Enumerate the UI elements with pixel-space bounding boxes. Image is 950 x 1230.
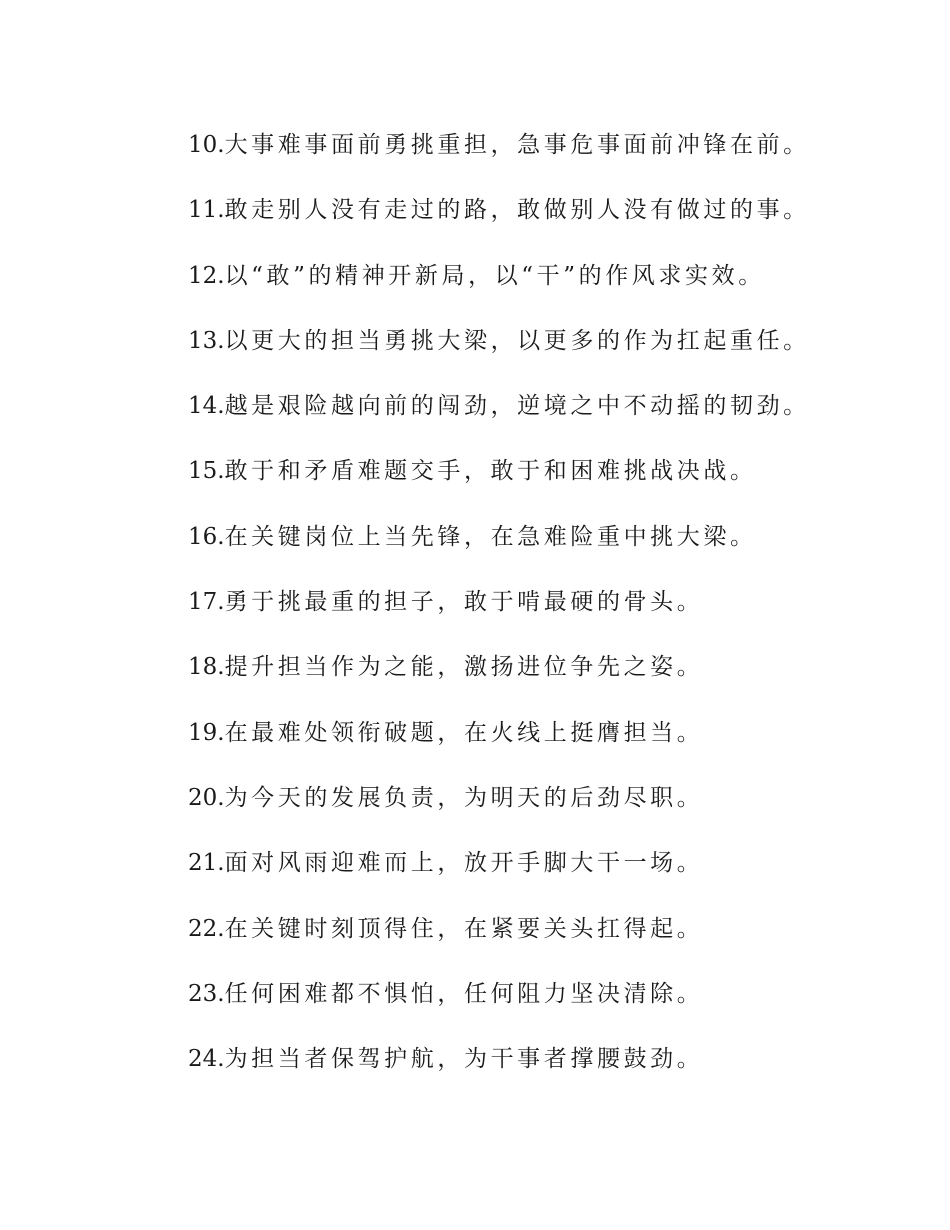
item-text: 在关键岗位上当先锋，在急难险重中挑大梁。 [224, 523, 757, 550]
item-number: 24. [188, 1046, 225, 1073]
item-number: 22. [188, 915, 225, 942]
item-text: 为担当者保驾护航，为干事者撑腰鼓劲。 [224, 1046, 704, 1073]
item-text: 提升担当作为之能，激扬进位争先之姿。 [224, 654, 704, 681]
item-text: 越是艰险越向前的闯劲，逆境之中不动摇的韧劲。 [224, 393, 810, 420]
list-item [188, 843, 810, 908]
list-item [188, 1039, 810, 1104]
item-number: 23. [188, 980, 225, 1007]
item-text: 在关键时刻顶得住，在紧要关头扛得起。 [224, 915, 704, 942]
list-item [188, 321, 810, 386]
list-item [188, 451, 810, 516]
numbered-list [188, 125, 810, 1104]
item-text: 勇于挑最重的担子，敢于啃最硬的骨头。 [224, 589, 704, 616]
item-text: 大事难事面前勇挑重担，急事危事面前冲锋在前。 [224, 132, 810, 158]
item-text: 以更大的担当勇挑大梁，以更多的作为扛起重任。 [224, 327, 810, 354]
item-number: 10. [188, 132, 225, 158]
list-item [188, 713, 810, 778]
item-number: 21. [188, 850, 225, 877]
list-item [188, 778, 810, 843]
item-text: 敢走别人没有走过的路，敢做别人没有做过的事。 [224, 197, 810, 224]
list-item [188, 974, 810, 1039]
list-item [188, 909, 810, 974]
item-text: 任何困难都不惧怕，任何阻力坚决清除。 [224, 980, 704, 1007]
item-number: 15. [188, 458, 225, 485]
item-number: 14. [188, 393, 225, 420]
list-item [188, 125, 810, 190]
item-number: 20. [188, 784, 225, 811]
item-text: 为今天的发展负责，为明天的后劲尽职。 [224, 784, 704, 811]
item-text: 以“敢”的精神开新局，以“干”的作风求实效。 [224, 262, 765, 289]
list-item [188, 256, 810, 321]
item-number: 19. [188, 719, 225, 746]
list-item [188, 386, 810, 451]
item-number: 13. [188, 327, 225, 354]
list-item [188, 582, 810, 647]
list-item [188, 647, 810, 712]
list-item [188, 517, 810, 582]
item-number: 11. [188, 197, 225, 224]
item-number: 17. [188, 589, 225, 616]
item-text: 在最难处领衔破题，在火线上挺膺担当。 [224, 719, 704, 746]
item-number: 18. [188, 654, 225, 681]
item-number: 12. [188, 262, 225, 289]
list-item [188, 190, 810, 255]
item-number: 16. [188, 523, 225, 550]
item-text: 面对风雨迎难而上，放开手脚大干一场。 [224, 850, 704, 877]
item-text: 敢于和矛盾难题交手，敢于和困难挑战决战。 [224, 458, 757, 485]
